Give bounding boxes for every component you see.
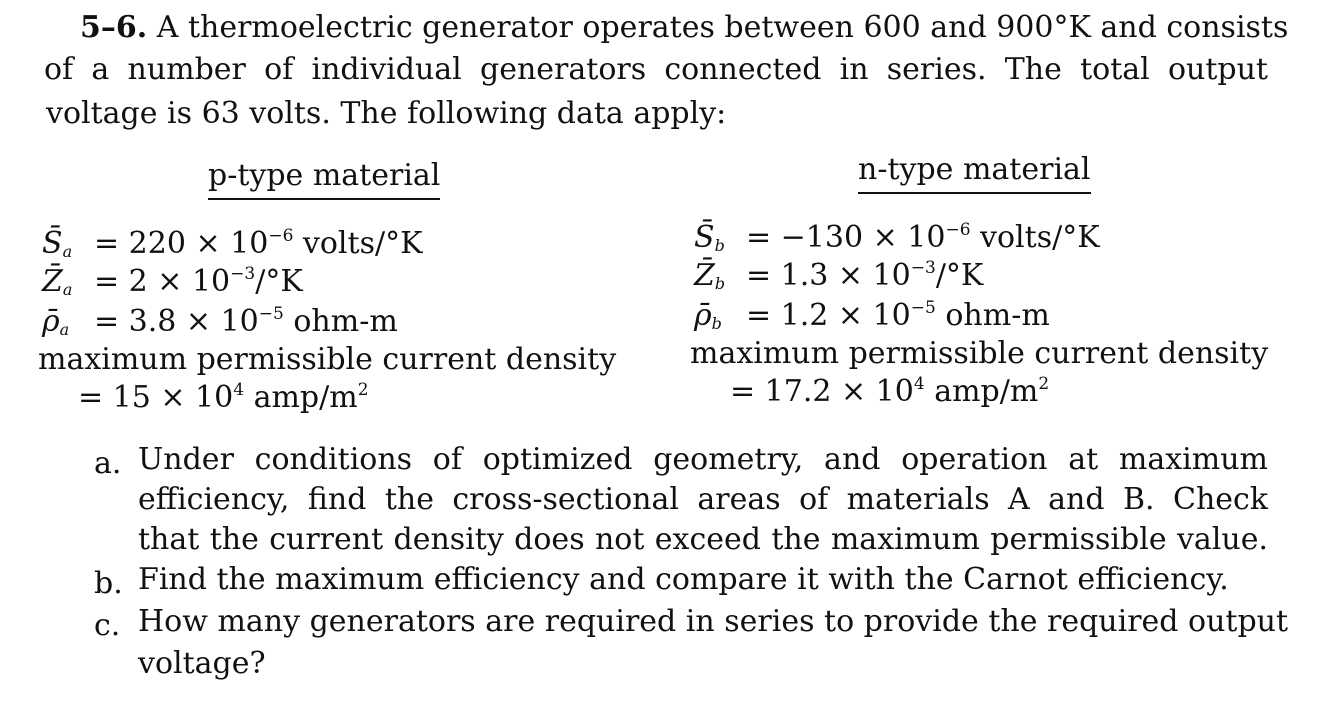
part-c-line-1: How many generators are required in series to provide the required output [138, 604, 1289, 639]
intro-line-1 [80, 10, 1289, 46]
p-resistivity-symbol: $\rhō_a$ [42, 304, 70, 339]
p-seebeck-symbol: $S̄_a$ [42, 226, 73, 261]
part-a-line-2: efficiency, find the cross-sectional areas of materials A and B. Check [138, 482, 1268, 517]
intro-text-1: A thermoelectric generator operates between 600 and 900°K and consists [156, 10, 1289, 45]
n-type-heading: n-type material [858, 152, 1091, 188]
n-resistivity-row: $\rhō_b = 1.2 \times 10^{-5}$ ohm-m [694, 298, 1050, 342]
part-c-line-2: voltage? [138, 646, 266, 681]
p-figure-of-merit-symbol: $Z̄_a$ [42, 264, 73, 299]
p-seebeck-row: $S̄_a = 220 \times 10^{-6}$ volts/°K [42, 226, 423, 270]
part-b-label: b. [94, 566, 123, 601]
n-figure-of-merit-symbol: $Z̄_b$ [694, 258, 726, 293]
p-figure-of-merit-row: $Z̄_a = 2 \times 10^{-3}/^\circ K$ [42, 264, 303, 308]
n-type-heading-underline [858, 192, 1091, 194]
n-current-value: = $17.2 \times 10^4$ amp/$m^2$ [730, 374, 1050, 409]
part-b-line-1: Find the maximum efficiency and compare it with the Carnot efficiency. [138, 562, 1229, 597]
n-resistivity-symbol: $\rhō_b$ [694, 298, 722, 333]
n-seebeck-row: $S̄_b = -130 \times 10^{-6}$ volts/°K [694, 220, 1100, 264]
p-type-heading-underline [208, 198, 440, 200]
intro-line-2: of a number of individual generators connected in series. The total output [44, 52, 1268, 87]
n-figure-of-merit-row: $Z̄_b = 1.3 \times 10^{-3}/^\circ K$ [694, 258, 983, 302]
n-current-label: maximum permissible current density [690, 336, 1269, 371]
part-a-line-3: that the current density does not exceed the maximum permissible value. [138, 522, 1268, 557]
part-c-label: c. [94, 608, 121, 643]
p-resistivity-row: $\rhō_a = 3.8 \times 10^{-5}$ ohm-m [42, 304, 398, 348]
p-current-value: = $15 \times 10^4$ amp/$m^2$ [78, 380, 369, 415]
part-a-line-1: Under conditions of optimized geometry, and operation at maximum [138, 442, 1268, 477]
p-current-label: maximum permissible current density [38, 342, 617, 377]
part-a-label: a. [94, 446, 122, 481]
p-type-heading: p-type material [208, 158, 440, 194]
intro-line-3: voltage is 63 volts. The following data apply: [46, 96, 727, 131]
n-seebeck-symbol: $S̄_b$ [694, 220, 725, 255]
problem-number: 5–6. [80, 10, 148, 45]
